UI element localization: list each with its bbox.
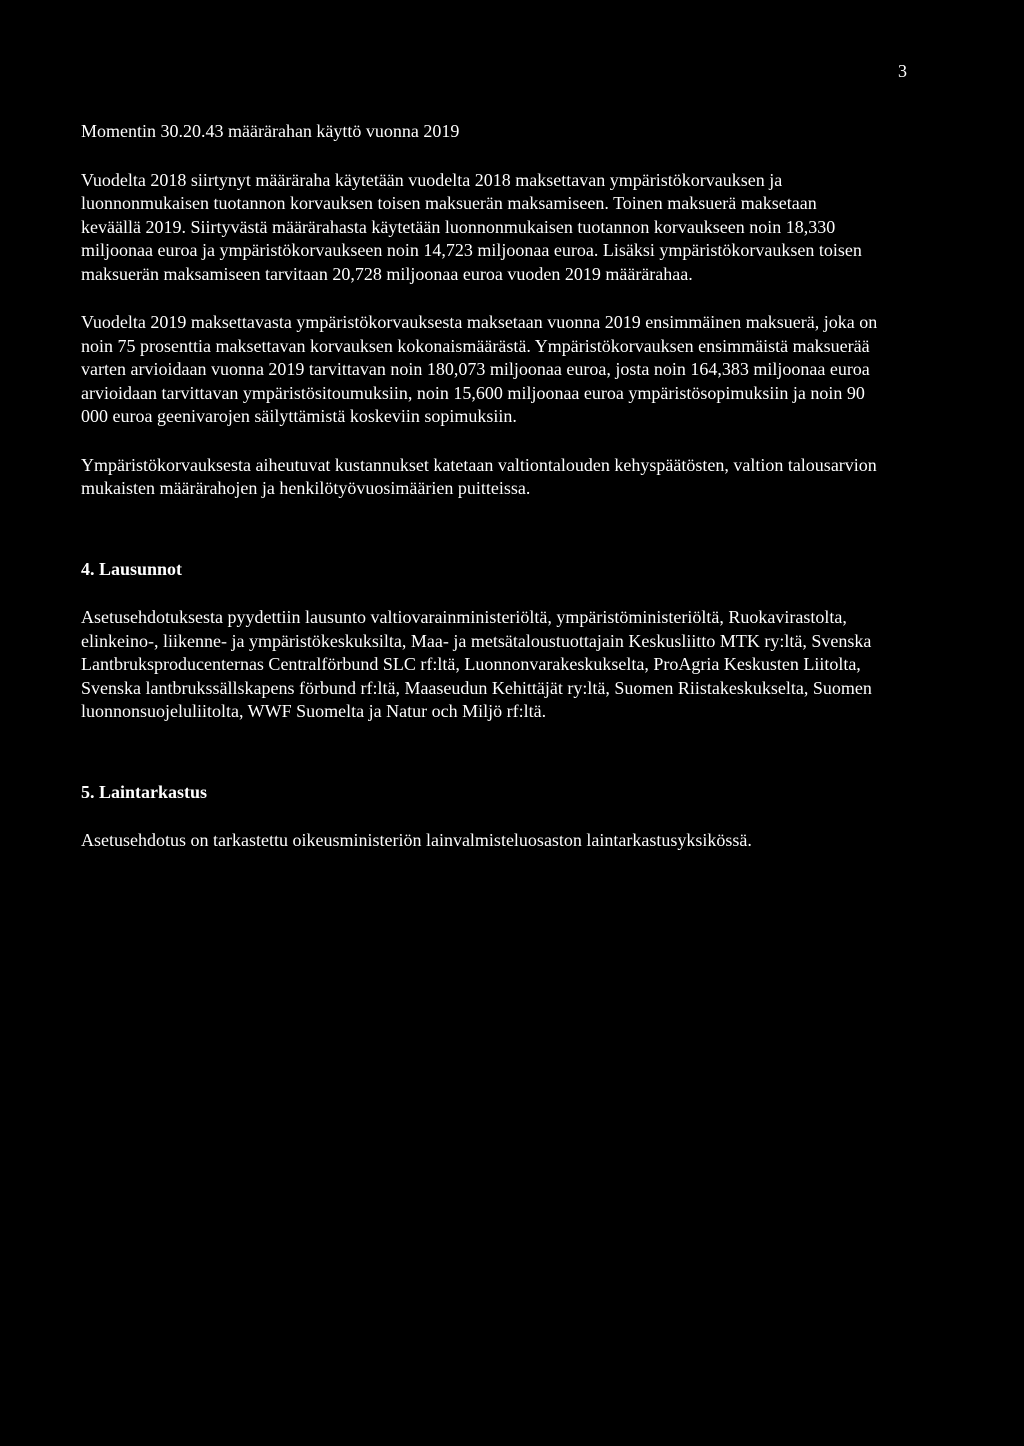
document-body — [81, 120, 881, 878]
section-text-laintarkastus: Asetusehdotus on tarkastettu oikeusministeriön lainvalmisteluosaston laintarkastusyksikössä. — [81, 830, 752, 850]
subheading-momentin-kaytto: Momentin 30.20.43 määrärahan käyttö vuonna 2019 — [81, 121, 460, 141]
paragraph-vuoden-2019-maksut: Vuodelta 2019 maksettavasta ympäristökorvauksesta maksetaan vuonna 2019 ensimmäinen maksuerä, joka on noin 75 prosenttia maksettavan korvauksen kokonaismäärästä. Ympäristökorvauksen ensimmäistä maksuerää varten arvioidaan vuonna 2019 tarvittavan noin 180,073 miljoonaa euroa, josta noin 164,383 miljoonaa euroa arvioidaan tarvittavan ympäristösitoumuksiin, noin 15,600 miljoonaa euroa ympäristösopimuksiin ja noin 90 000 euroa geenivarojen säilyttämistä koskeviin sopimuksiin. — [81, 312, 878, 426]
page-number: 3 — [898, 61, 907, 81]
paragraph-kustannukset: Ympäristökorvauksesta aiheutuvat kustannukset katetaan valtiontalouden kehyspäätösten, valtion talousarvion mukaisten määrärahojen ja henkilötyövuosimäärien puitteissa. — [81, 454, 877, 498]
section-heading-laintarkastus: 5. Laintarkastus — [81, 781, 208, 802]
section-heading-lausunnot: 4. Lausunnot — [81, 558, 183, 579]
paragraph-siirtynyt-maararaha: Vuodelta 2018 siirtynyt määräraha käytetään vuodelta 2018 maksettavan ympäristökorvauksen ja luonnonmukaisen tuotannon korvauksen toisen maksuerän maksamiseen. Toinen maksuerä maksetaan keväällä 2019. Siirtyvästä määrärahasta käytetään luonnonmukaisen tuotannon korvaukseen noin 18,330 miljoonaa euroa ja ympäristökorvaukseen noin 14,723 miljoonaa euroa. Lisäksi ympäristökorvauksen toisen maksuerän maksamiseen tarvitaan 20,728 miljoonaa euroa vuoden 2019 määrärahaa. — [81, 169, 862, 284]
section-text-lausunnot: Asetusehdotuksesta pyydettiin lausunto valtiovarainministeriöltä, ympäristöministeriöltä, Ruokavirastolta, elinkeino-, liikenne- ja ympäristökeskuksilta, Maa- ja metsätaloustuottajain Keskusliitto MTK ry:ltä, Svenska Lantbruksproducenternas Centralförbund SLC rf:ltä, Luonnonvarakeskukselta, ProAgria Keskusten Liitolta, Svenska lantbrukssällskapens förbund rf:ltä, Maaseudun Kehittäjät ry:ltä, Suomen Riistakeskukselta, Suomen luonnonsuojeluliitolta, WWF Suomelta ja Natur och Miljö rf:ltä. — [81, 607, 872, 721]
